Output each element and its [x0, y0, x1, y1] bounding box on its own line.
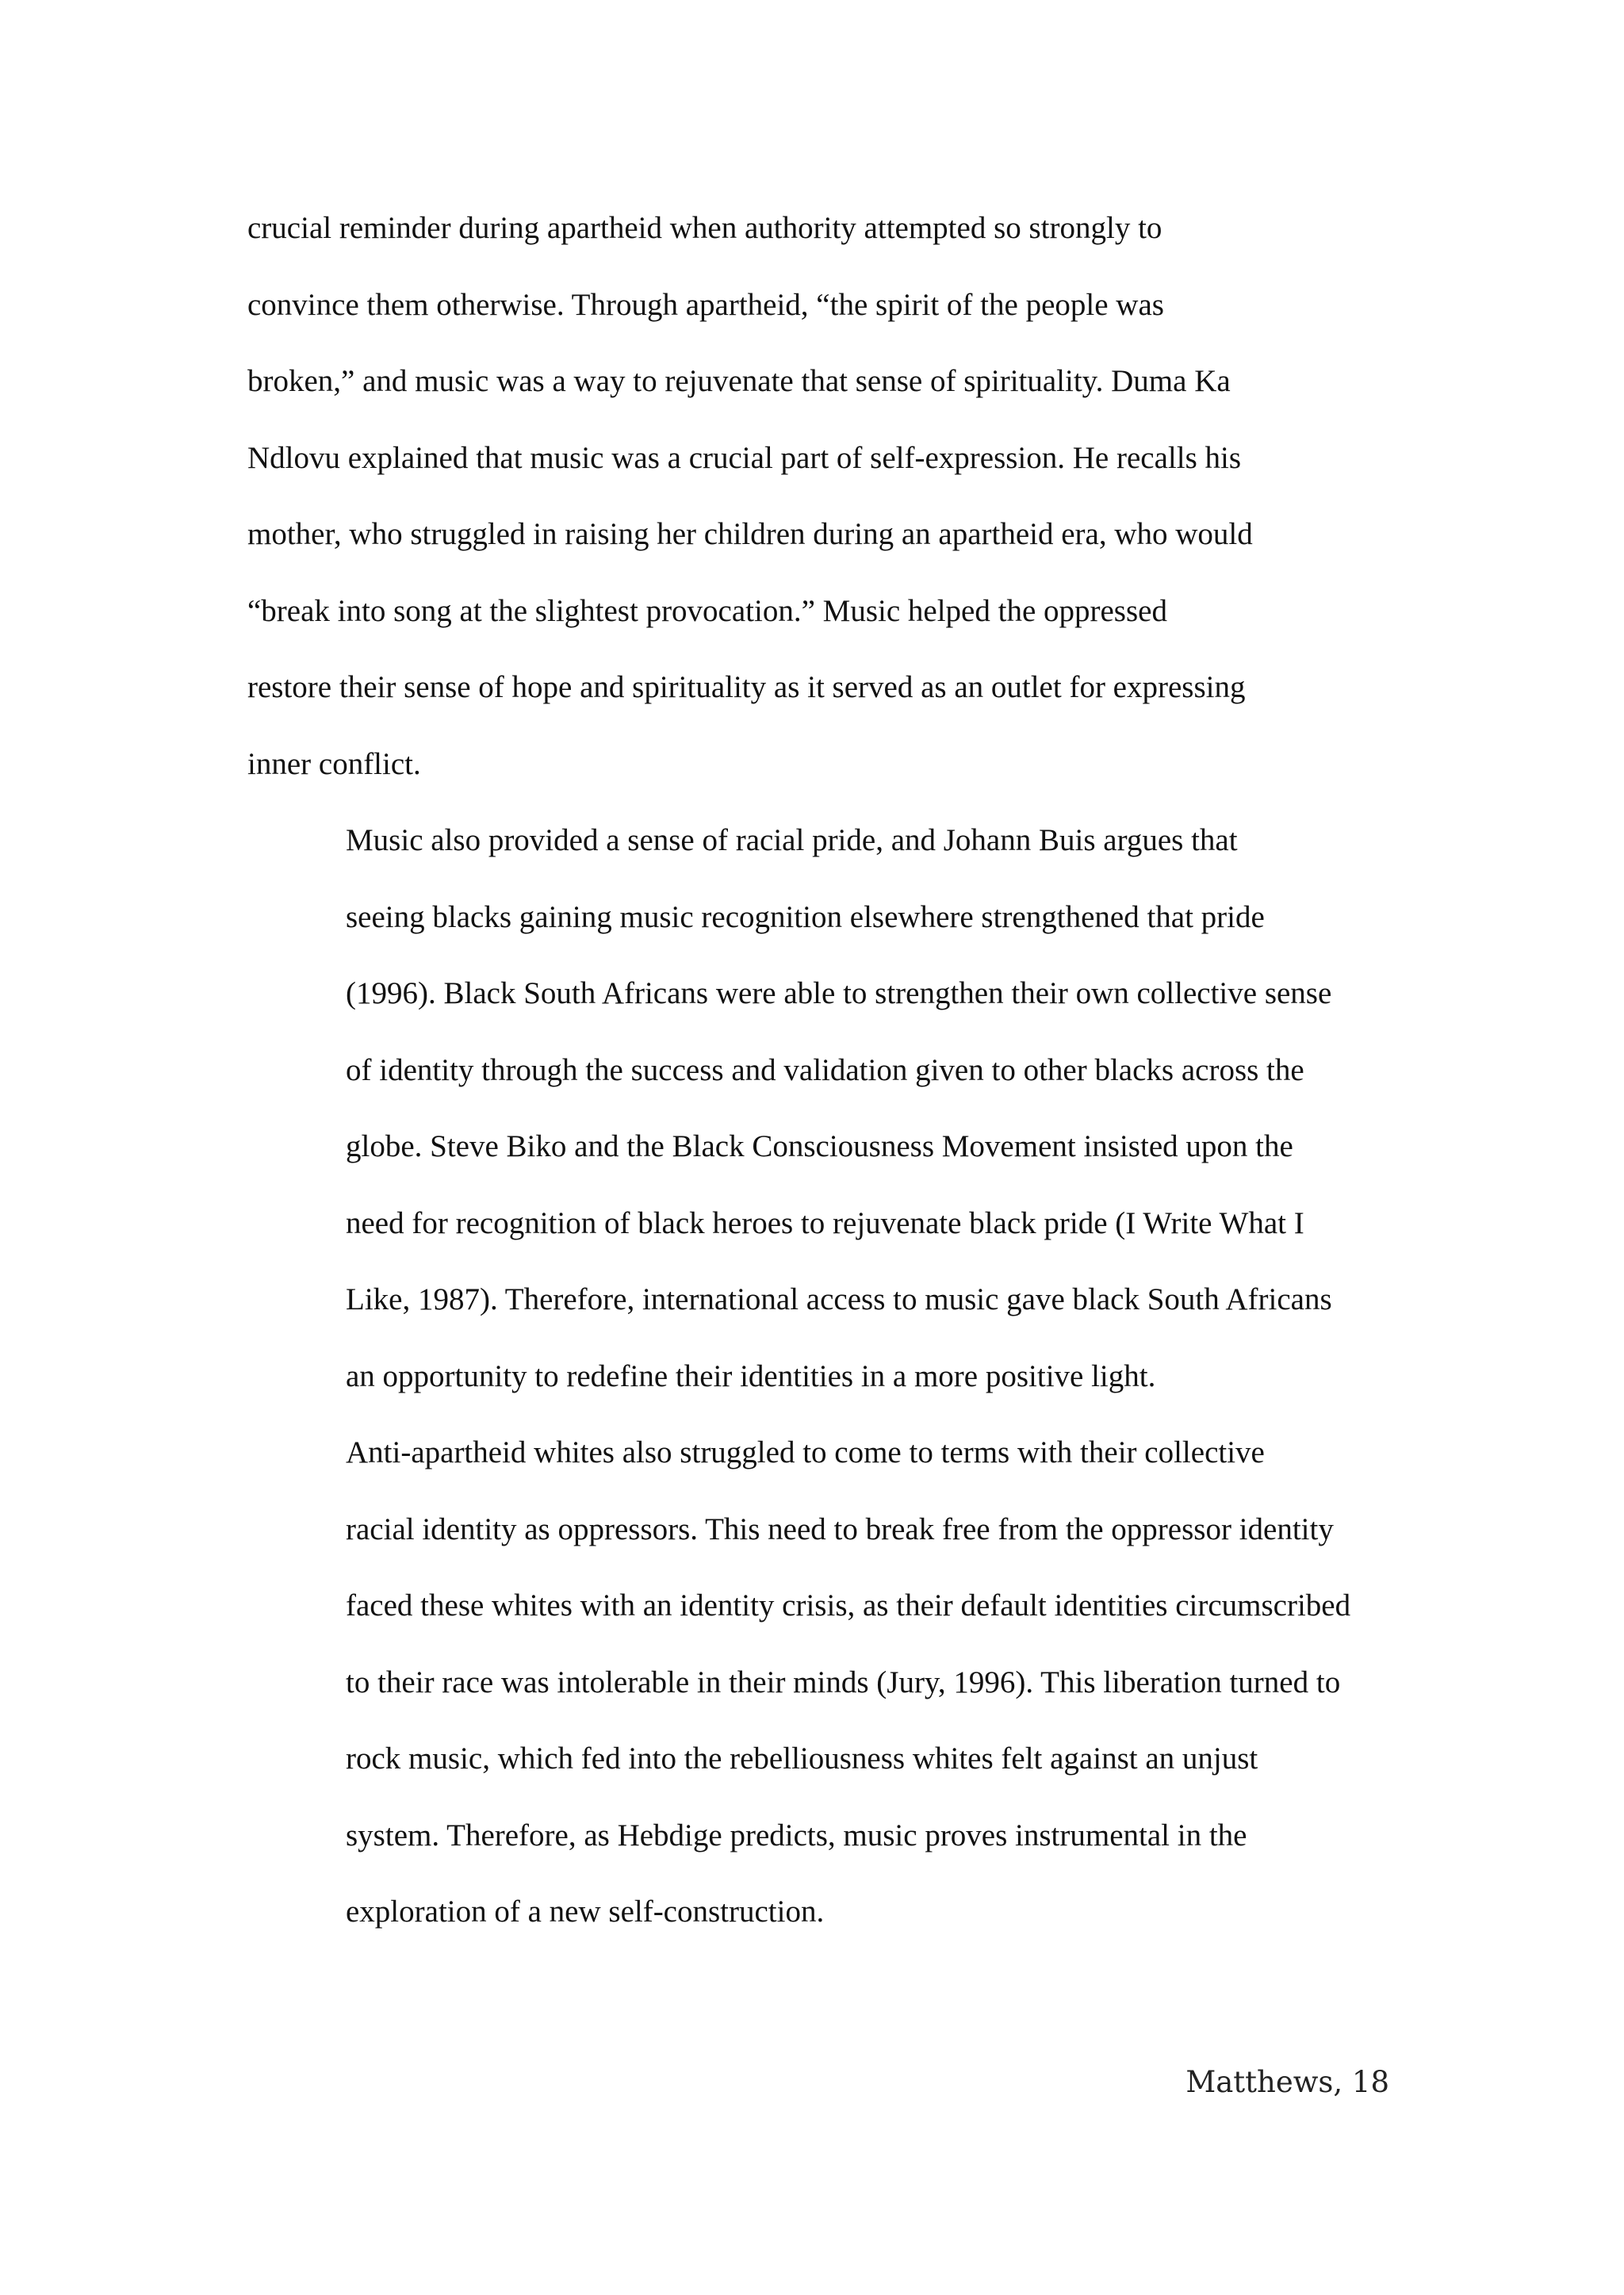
- text-line: to their race was intolerable in their minds (Jury, 1996). This liberation turned to: [346, 1665, 1341, 1699]
- text-line: need for recognition of black heroes to rejuvenate black pride (I Write What I: [346, 1205, 1304, 1240]
- text-line: inner conflict.: [247, 746, 421, 781]
- text-line: Like, 1987). Therefore, international access to music gave black South Africans: [346, 1282, 1332, 1316]
- text-line: Ndlovu explained that music was a crucial part of self-expression. He recalls his: [247, 440, 1242, 475]
- paragraph-3: [247, 1415, 1389, 1951]
- text-line: racial identity as oppressors. This need to break free from the oppressor identity: [346, 1511, 1334, 1546]
- text-line: mother, who struggled in raising her children during an apartheid era, who would: [247, 517, 1253, 551]
- text-line: Anti-apartheid whites also struggled to come to terms with their collective: [346, 1435, 1265, 1469]
- text-line: crucial reminder during apartheid when authority attempted so strongly to: [247, 211, 1162, 245]
- text-line: broken,” and music was a way to rejuvenate that sense of spirituality. Duma Ka: [247, 364, 1231, 398]
- text-line: an opportunity to redefine their identities in a more positive light.: [346, 1358, 1156, 1393]
- text-line: globe. Steve Biko and the Black Consciousness Movement insisted upon the: [346, 1129, 1293, 1163]
- text-line: convince them otherwise. Through apartheid, “the spirit of the people was: [247, 287, 1164, 322]
- page-footer: Matthews, 18: [1185, 2065, 1389, 2099]
- text-line: “break into song at the slightest provocation.” Music helped the oppressed: [247, 593, 1167, 628]
- body-text: [247, 190, 1389, 1951]
- text-line: system. Therefore, as Hebdige predicts, music proves instrumental in the: [346, 1818, 1247, 1852]
- text-line: Music also provided a sense of racial pride, and Johann Buis argues that: [346, 823, 1238, 857]
- text-line: of identity through the success and validation given to other blacks across the: [346, 1052, 1304, 1087]
- text-line: seeing blacks gaining music recognition elsewhere strengthened that pride: [346, 899, 1265, 934]
- paragraph-1: [247, 190, 1389, 803]
- text-line: exploration of a new self-construction.: [346, 1895, 825, 1929]
- text-line: rock music, which fed into the rebelliousness whites felt against an unjust: [346, 1741, 1258, 1776]
- text-line: (1996). Black South Africans were able to strengthen their own collective sense: [346, 976, 1332, 1010]
- paragraph-2: [247, 803, 1389, 1415]
- text-line: restore their sense of hope and spirituality as it served as an outlet for expressing: [247, 670, 1246, 704]
- text-line: faced these whites with an identity crisis, as their default identities circumscribed: [346, 1588, 1351, 1623]
